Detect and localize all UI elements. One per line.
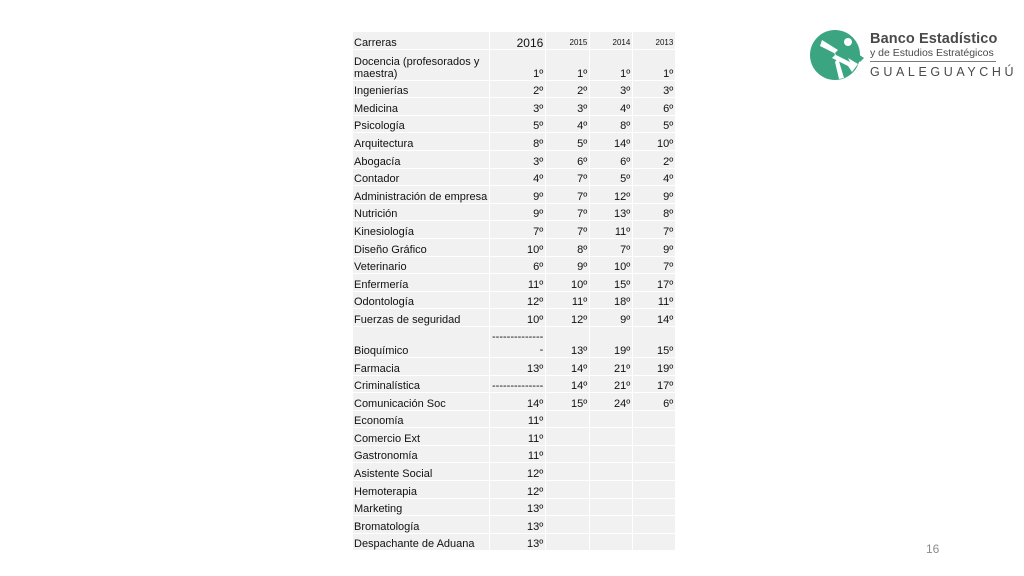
- rank-2014: 11º: [590, 221, 632, 238]
- logo-city: GUALEGUAYCHÚ: [870, 65, 1018, 79]
- rank-2013: 1º: [633, 50, 675, 80]
- career-name: Criminalística: [353, 376, 489, 393]
- rank-2015: 13º: [546, 327, 589, 357]
- rank-2014: 9º: [590, 309, 632, 326]
- rank-2015: 7º: [546, 204, 589, 221]
- rank-dash-line: -: [539, 343, 544, 356]
- rank-2013: 6º: [633, 98, 675, 115]
- table-row: [353, 393, 675, 410]
- table-row: [353, 309, 675, 326]
- logo-subtitle: y de Estudios Estratégicos: [870, 47, 994, 59]
- rank-2013: 7º: [633, 221, 675, 238]
- career-name: Diseño Gráfico: [353, 239, 489, 256]
- rank-2014: 19º: [590, 327, 632, 357]
- rank-2013: 17º: [633, 274, 675, 291]
- rank-2014: 12º: [590, 186, 632, 203]
- rank-2015: [546, 411, 589, 428]
- table-row: [353, 428, 675, 445]
- table-row: [353, 239, 675, 256]
- career-name: Veterinario: [353, 257, 489, 274]
- rank-2013: 19º: [633, 358, 675, 375]
- rank-2014: [590, 499, 632, 516]
- table-row: [353, 499, 675, 516]
- career-name: Bioquímico: [353, 327, 489, 357]
- table-row: [353, 98, 675, 115]
- rank-2016: 13º: [490, 516, 545, 533]
- rank-2014: [590, 428, 632, 445]
- rank-2016: 11º: [490, 428, 545, 445]
- rank-2014: 1º: [590, 50, 632, 80]
- table-row: [353, 376, 675, 393]
- table-row: [353, 274, 675, 291]
- table-row: [353, 151, 675, 168]
- rank-2013: 14º: [633, 309, 675, 326]
- rank-2016: 4º: [490, 169, 545, 186]
- rank-2014: 21º: [590, 376, 632, 393]
- rank-2013: 11º: [633, 292, 675, 309]
- rank-2014: 14º: [590, 133, 632, 150]
- career-name: Administración de empresa: [353, 186, 489, 203]
- career-name: Comercio Ext: [353, 428, 489, 445]
- rank-2015: 15º: [546, 393, 589, 410]
- table-row: [353, 81, 675, 98]
- rank-2015: [546, 463, 589, 480]
- rank-2014: 5º: [590, 169, 632, 186]
- rank-dash-line: --------------: [492, 330, 544, 343]
- rank-2016: 10º: [490, 239, 545, 256]
- rank-2015: 6º: [546, 151, 589, 168]
- rank-2013: 17º: [633, 376, 675, 393]
- career-name: Odontología: [353, 292, 489, 309]
- career-name: Enfermería: [353, 274, 489, 291]
- rank-2016: 12º: [490, 463, 545, 480]
- rank-2013: 5º: [633, 116, 675, 133]
- table-row: [353, 446, 675, 463]
- rank-2015: 1º: [546, 50, 589, 80]
- career-name: Kinesiología: [353, 221, 489, 238]
- rank-2016: 10º: [490, 309, 545, 326]
- rank-2016: 7º: [490, 221, 545, 238]
- rank-2013: 4º: [633, 169, 675, 186]
- rank-2016: 1º: [490, 50, 545, 80]
- table-row: [353, 169, 675, 186]
- rank-2015: 12º: [546, 309, 589, 326]
- rank-2013: 9º: [633, 239, 675, 256]
- rank-2016: 2º: [490, 81, 545, 98]
- rank-2013: [633, 411, 675, 428]
- bank-logo: [808, 28, 1018, 84]
- globe-runner-icon: [808, 28, 866, 82]
- career-name: Farmacia: [353, 358, 489, 375]
- table-row: [353, 133, 675, 150]
- rank-2013: 8º: [633, 204, 675, 221]
- career-name: Ingenierías: [353, 81, 489, 98]
- rank-2014: 15º: [590, 274, 632, 291]
- career-name-line: Docencia (profesorados y: [354, 55, 480, 68]
- header-careers: Carreras: [353, 32, 489, 49]
- rank-2013: 15º: [633, 327, 675, 357]
- rank-2016: 11º: [490, 274, 545, 291]
- table-row: [353, 257, 675, 274]
- career-name: Hemoterapia: [353, 481, 489, 498]
- rank-2016: 13º: [490, 534, 545, 551]
- career-name: Marketing: [353, 499, 489, 516]
- table-row: [353, 292, 675, 309]
- rank-2014: [590, 463, 632, 480]
- rank-2013: [633, 516, 675, 533]
- rank-2013: 6º: [633, 393, 675, 410]
- rank-2015: 9º: [546, 257, 589, 274]
- career-name: Fuerzas de seguridad: [353, 309, 489, 326]
- rank-2014: [590, 534, 632, 551]
- career-name: Psicología: [353, 116, 489, 133]
- rank-2016: 11º: [490, 411, 545, 428]
- table-row: [353, 50, 675, 80]
- rank-2015: [546, 446, 589, 463]
- table-row: [353, 516, 675, 533]
- rank-2014: 4º: [590, 98, 632, 115]
- table-row: [353, 463, 675, 480]
- header-year-2016: 2016: [490, 32, 545, 49]
- rank-2014: 8º: [590, 116, 632, 133]
- rank-2014: 10º: [590, 257, 632, 274]
- rank-2015: 14º: [546, 358, 589, 375]
- table-row: [353, 221, 675, 238]
- rank-2014: 7º: [590, 239, 632, 256]
- rank-2014: [590, 516, 632, 533]
- career-name: Medicina: [353, 98, 489, 115]
- logo-title: Banco Estadístico: [870, 31, 998, 47]
- rank-2015: 3º: [546, 98, 589, 115]
- career-name: Asistente Social: [353, 463, 489, 480]
- table-row: [353, 116, 675, 133]
- logo-divider: [870, 61, 996, 62]
- header-year-2013: 2013: [633, 32, 675, 49]
- career-name-line: maestra): [354, 67, 398, 80]
- rank-2013: [633, 463, 675, 480]
- rank-2014: 18º: [590, 292, 632, 309]
- career-name: Nutrición: [353, 204, 489, 221]
- rank-2014: [590, 411, 632, 428]
- rank-2014: 6º: [590, 151, 632, 168]
- rank-2013: [633, 499, 675, 516]
- rank-2013: [633, 446, 675, 463]
- career-name: Bromatología: [353, 516, 489, 533]
- rank-2016: 12º: [490, 481, 545, 498]
- rank-2015: [546, 428, 589, 445]
- table-header-row: [353, 32, 675, 49]
- rank-2013: [633, 534, 675, 551]
- rank-2014: 13º: [590, 204, 632, 221]
- rank-2015: [546, 534, 589, 551]
- rank-2016: 9º: [490, 186, 545, 203]
- rank-2016: 12º: [490, 292, 545, 309]
- rank-2013: [633, 428, 675, 445]
- table-row: [353, 411, 675, 428]
- rank-2015: 4º: [546, 116, 589, 133]
- rank-2016: 9º: [490, 204, 545, 221]
- rank-2015: 14º: [546, 376, 589, 393]
- rank-2013: 7º: [633, 257, 675, 274]
- rank-2013: [633, 481, 675, 498]
- career-name: Despachante de Aduana: [353, 534, 489, 551]
- rank-2016: 6º: [490, 257, 545, 274]
- rank-2015: 10º: [546, 274, 589, 291]
- career-name: Comunicación Soc: [353, 393, 489, 410]
- table-row: [353, 358, 675, 375]
- rank-2015: 2º: [546, 81, 589, 98]
- rank-2016: 3º: [490, 151, 545, 168]
- rank-2015: 11º: [546, 292, 589, 309]
- rank-2014: 21º: [590, 358, 632, 375]
- table-row: [353, 204, 675, 221]
- rank-2016: 5º: [490, 116, 545, 133]
- header-year-2014: 2014: [590, 32, 632, 49]
- rank-2015: 7º: [546, 221, 589, 238]
- rank-2015: 8º: [546, 239, 589, 256]
- table-row: [353, 534, 675, 551]
- rank-2013: 3º: [633, 81, 675, 98]
- rank-2016: 3º: [490, 98, 545, 115]
- rank-2016: 13º: [490, 499, 545, 516]
- rank-2013: 2º: [633, 151, 675, 168]
- career-name: Gastronomía: [353, 446, 489, 463]
- header-year-2015: 2015: [546, 32, 589, 49]
- career-name: Arquitectura: [353, 133, 489, 150]
- rank-2015: 7º: [546, 169, 589, 186]
- rank-2015: [546, 516, 589, 533]
- rank-2016: 8º: [490, 133, 545, 150]
- rank-2016: 13º: [490, 358, 545, 375]
- table-row: [353, 481, 675, 498]
- rank-2016: 14º: [490, 393, 545, 410]
- rank-2013: 9º: [633, 186, 675, 203]
- career-name: Contador: [353, 169, 489, 186]
- rank-2015: [546, 499, 589, 516]
- rank-2015: [546, 481, 589, 498]
- rank-2016: 11º: [490, 446, 545, 463]
- rank-2014: 3º: [590, 81, 632, 98]
- rank-2013: 10º: [633, 133, 675, 150]
- table-row: [353, 186, 675, 203]
- career-name: Economía: [353, 411, 489, 428]
- rank-2016: [490, 327, 545, 357]
- career-name: [353, 50, 489, 80]
- rank-2016: --------------: [490, 376, 545, 393]
- rank-2014: [590, 446, 632, 463]
- page-number: 16: [926, 542, 940, 556]
- career-name: Abogacía: [353, 151, 489, 168]
- rank-2014: 24º: [590, 393, 632, 410]
- table-row: [353, 327, 675, 357]
- careers-ranking-table: [352, 31, 676, 551]
- rank-2014: [590, 481, 632, 498]
- rank-2015: 5º: [546, 133, 589, 150]
- rank-2015: 7º: [546, 186, 589, 203]
